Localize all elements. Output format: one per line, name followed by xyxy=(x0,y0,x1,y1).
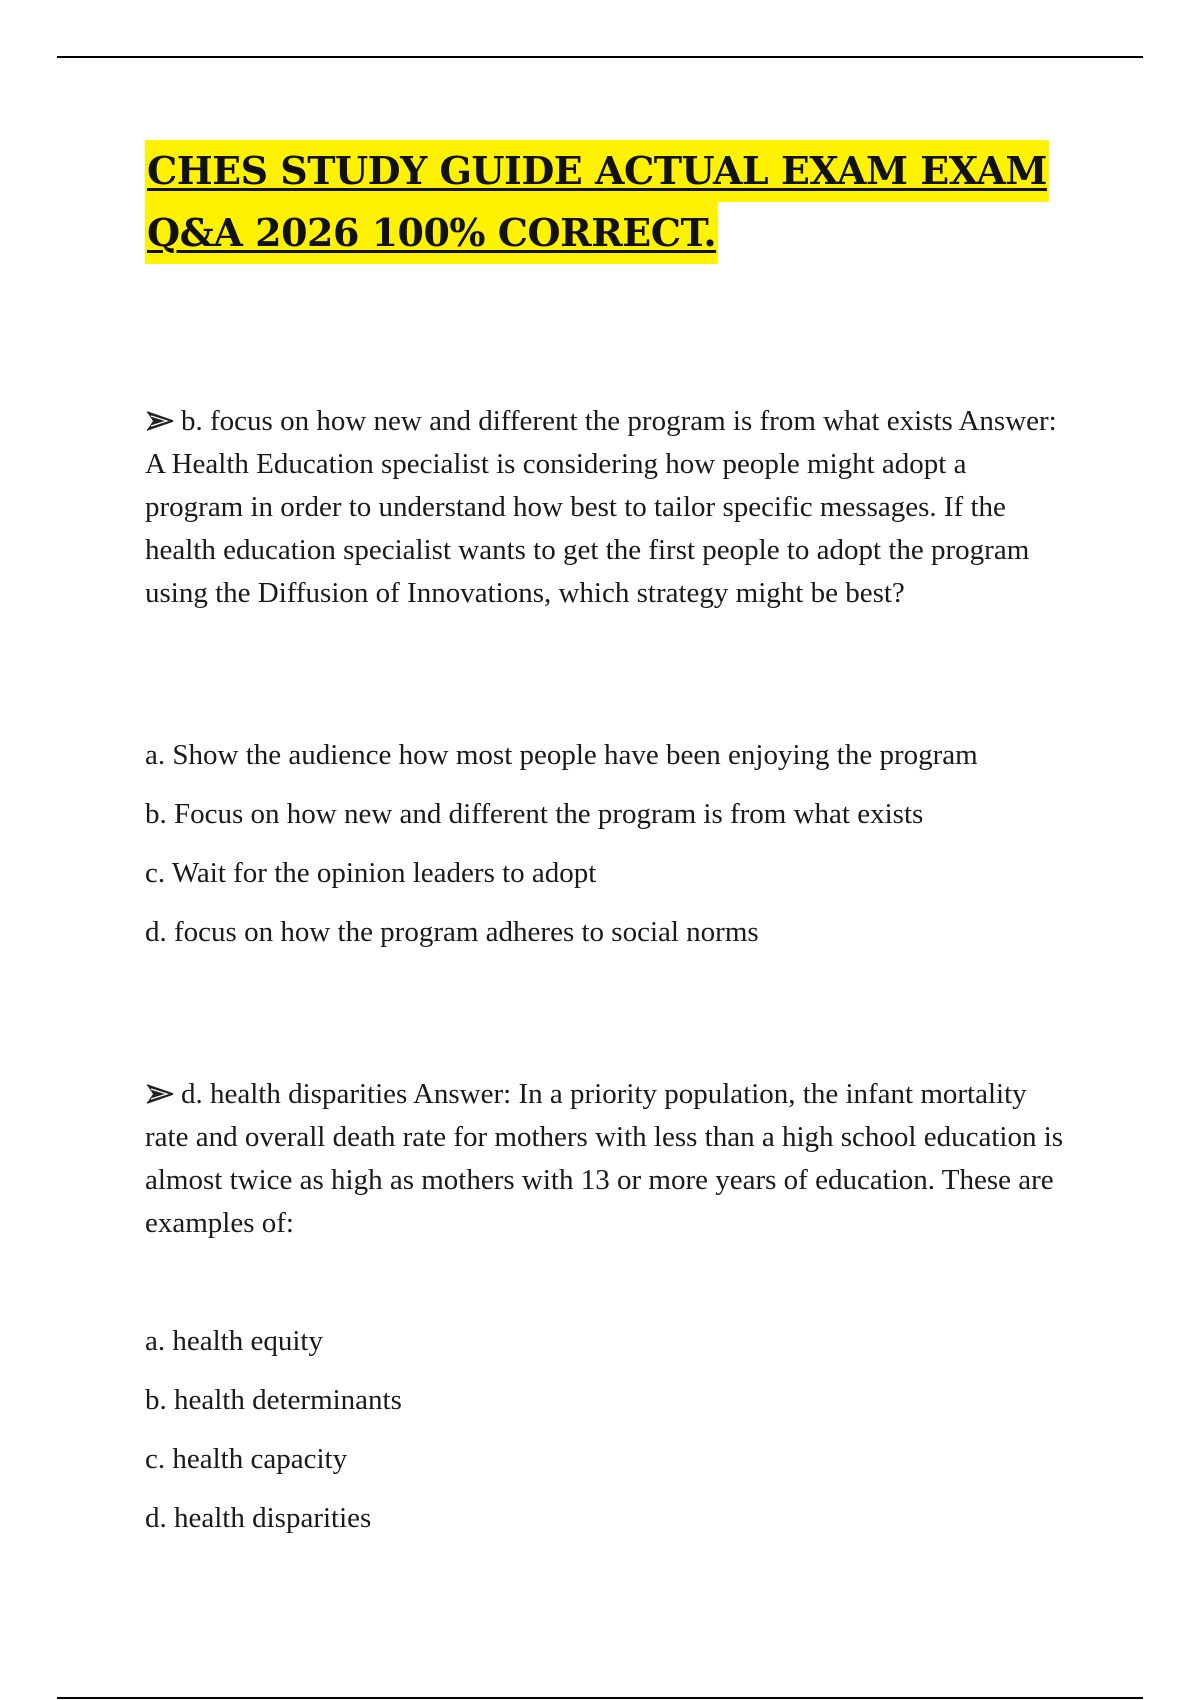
option-item: b. health determinants xyxy=(145,1384,402,1416)
question-2 xyxy=(145,1073,1065,1245)
option-item: d. health disparities xyxy=(145,1502,372,1534)
option-item: a. Show the audience how most people have been enjoying the program xyxy=(145,739,978,771)
option-item: c. Wait for the opinion leaders to adopt xyxy=(145,857,597,889)
option-item: b. Focus on how new and different the program is from what exists xyxy=(145,798,924,830)
title-line-2: Q&A 2026 100% CORRECT. xyxy=(145,202,718,264)
title-line-1: CHES STUDY GUIDE ACTUAL EXAM EXAM xyxy=(145,140,1049,202)
option-item: c. health capacity xyxy=(145,1443,348,1475)
option-item: d. focus on how the program adheres to social norms xyxy=(145,916,759,948)
question-1-options xyxy=(145,734,1065,970)
arrow-bullet-icon xyxy=(145,410,175,432)
question-1 xyxy=(145,400,1065,615)
bottom-rule xyxy=(57,1697,1143,1699)
document-title xyxy=(145,140,1045,264)
top-rule xyxy=(57,56,1143,58)
question-2-options xyxy=(145,1320,1065,1556)
question-2-text: d. health disparities Answer: In a priority population, the infant mortality rate and overall death rate for mothers with less than a high school education is almost twice as high as mothers with 13 or more years of education. These are examples of: xyxy=(145,1078,1064,1239)
question-1-text: b. focus on how new and different the program is from what exists Answer: A Health Education specialist is considering how people might adopt a program in order to understand how best to tailor specific messages. If the health education specialist wants to get the first people to adopt the program using the Diffusion of Innovations, which strategy might be best? xyxy=(145,405,1057,609)
arrow-bullet-icon xyxy=(145,1083,175,1105)
option-item: a. health equity xyxy=(145,1325,323,1357)
